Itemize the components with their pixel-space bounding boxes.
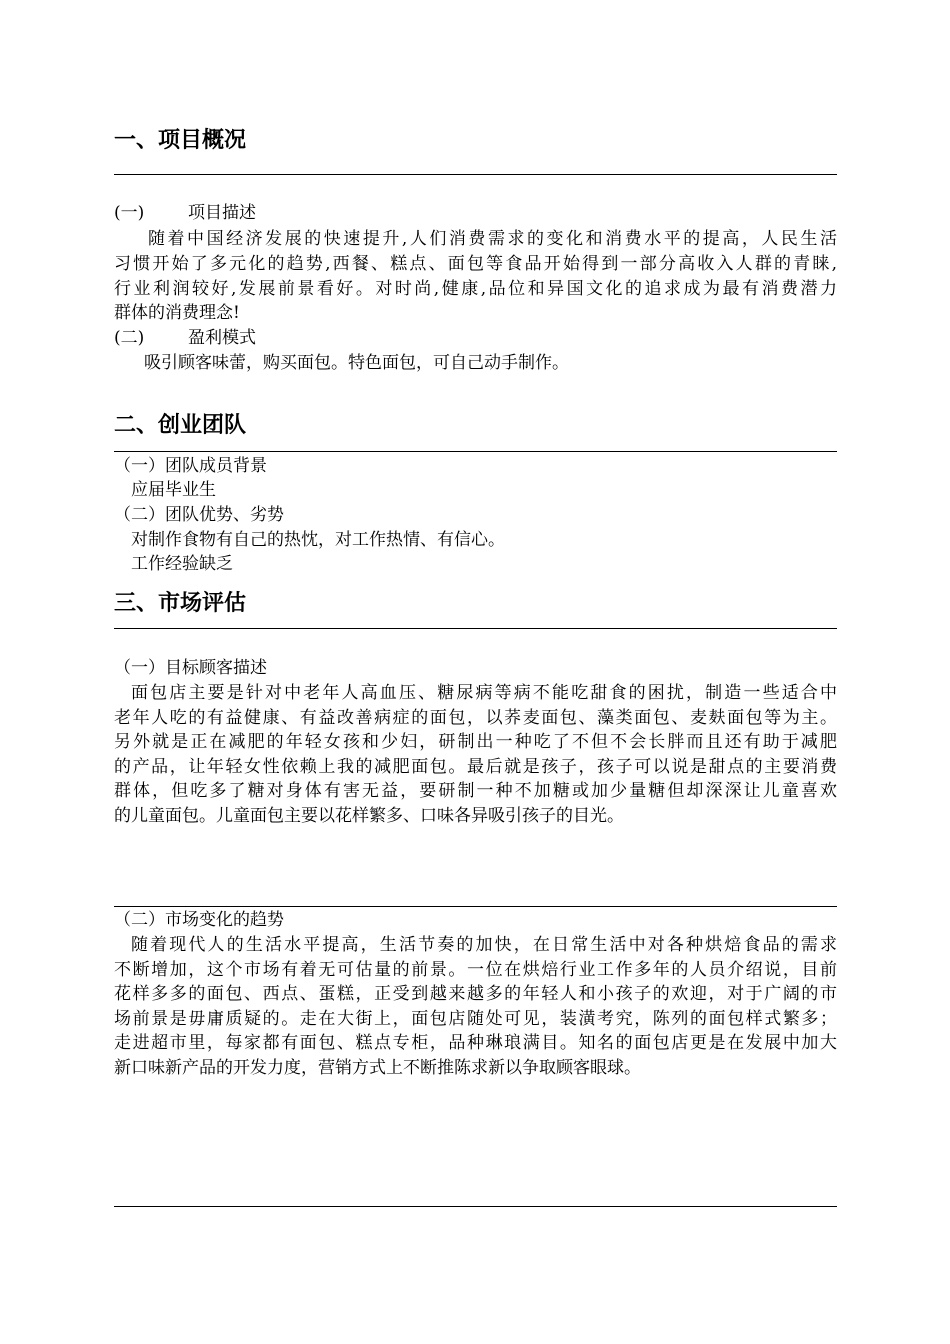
paragraph-line: 群体的消费理念!: [114, 303, 240, 323]
paragraph-line: 面包店主要是针对中老年人高血压、糖尿病等病不能吃甜食的困扰，制造一些适合中: [131, 683, 837, 703]
paragraph-line: 习惯开始了多元化的趋势,西餐、糕点、面包等食品开始得到一部分高收入人群的青睐,: [114, 254, 837, 274]
subsection-name: 项目描述: [188, 203, 256, 223]
paragraph-line: 群体，但吃多了糖对身体有害无益，要研制一种不加糖或加少量糖但却深深让儿童喜欢: [114, 781, 837, 801]
divider: [114, 906, 837, 907]
paragraph-line: 行业利润较好,发展前景看好。对时尚,健康,品位和异国文化的追求成为最有消费潜力: [114, 279, 837, 299]
subsection-title: [114, 201, 256, 226]
paragraph-line: 不断增加，这个市场有着无可估量的前景。一位在烘焙行业工作多年的人员介绍说，目前: [114, 960, 837, 980]
paragraph-line: 的儿童面包。儿童面包主要以花样繁多、口味各异吸引孩子的目光。: [114, 806, 624, 826]
paragraph-line: 老年人吃的有益健康、有益改善病症的面包，以荞麦面包、藻类面包、麦麸面包等为主。: [114, 708, 837, 728]
divider: [114, 1206, 837, 1207]
paragraph-line: 另外就是正在减肥的年轻女孩和少妇，研制出一种吃了不但不会长胖而且还有助于减肥: [114, 732, 837, 752]
subsection-title: （二）团队优势、劣势: [114, 505, 284, 525]
subsection-label: (二): [114, 328, 145, 348]
divider: [114, 628, 837, 629]
section-heading: 二、创业团队: [114, 413, 247, 438]
paragraph-line: 的产品，让年轻女性依赖上我的减肥面包。最后就是孩子，孩子可以说是甜点的主要消费: [114, 757, 837, 777]
paragraph-line: 走进超市里，每家都有面包、糕点专柜，品种琳琅满目。知名的面包店更是在发展中加大: [114, 1033, 837, 1053]
subsection-title: （一）团队成员背景: [114, 456, 267, 476]
paragraph-line: 对制作食物有自己的热忱，对工作热情、有信心。: [131, 530, 505, 550]
subsection-name: 盈利模式: [188, 328, 256, 348]
section-heading: 三、市场评估: [114, 591, 247, 616]
subsection-label: (一): [114, 203, 145, 223]
subsection-title: （一）目标顾客描述: [114, 658, 267, 678]
paragraph-line: 花样多多的面包、西点、蛋糕，正受到越来越多的年轻人和小孩子的欢迎，对于广阔的市: [114, 984, 837, 1004]
section-heading: 一、项目概况: [114, 128, 247, 153]
paragraph-line: 新口味新产品的开发力度，营销方式上不断推陈求新以争取顾客眼球。: [114, 1058, 641, 1078]
paragraph-line: 吸引顾客味蕾，购买面包。特色面包，可自己动手制作。: [144, 353, 569, 373]
paragraph-line: 随着现代人的生活水平提高，生活节奏的加快，在日常生活中对各种烘焙食品的需求: [131, 935, 837, 955]
divider: [114, 451, 837, 452]
subsection-title: （二）市场变化的趋势: [114, 910, 284, 930]
divider: [114, 174, 837, 175]
paragraph-line: 随着中国经济发展的快速提升,人们消费需求的变化和消费水平的提高，人民生活: [148, 229, 837, 249]
subsection-title: [114, 326, 256, 351]
paragraph-line: 场前景是毋庸质疑的。走在大街上，面包店随处可见，装潢考究，陈列的面包样式繁多；: [114, 1009, 837, 1029]
paragraph-line: 应届毕业生: [131, 480, 216, 500]
paragraph-line: 工作经验缺乏: [131, 554, 233, 574]
